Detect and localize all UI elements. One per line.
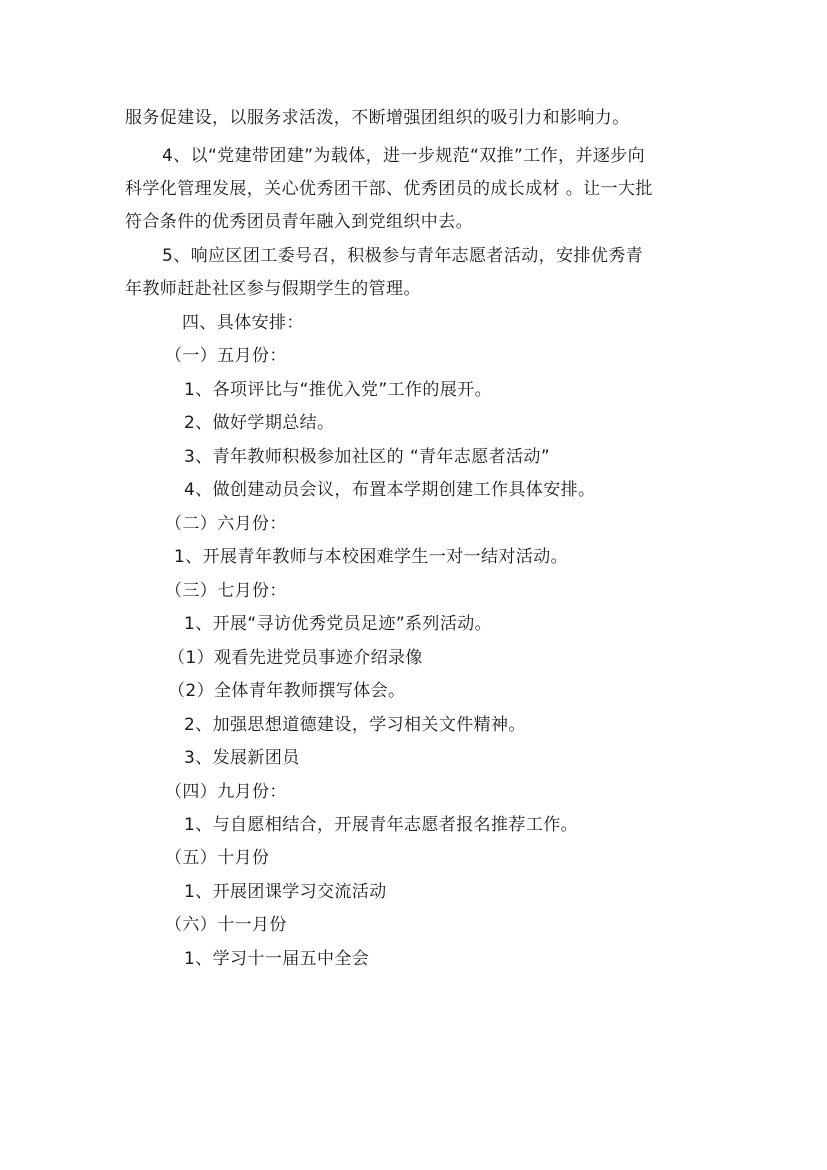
schedule-month-heading: （二）六月份：	[165, 514, 287, 534]
schedule-item: 1、开展团课学习交流活动	[184, 882, 387, 902]
schedule-subitem: （2）全体青年教师撰写体会。	[168, 681, 406, 701]
schedule-month-heading: （五）十月份	[165, 848, 270, 868]
schedule-month-heading: （三）七月份：	[165, 581, 287, 601]
schedule-month-heading: （四）九月份：	[165, 782, 287, 802]
paragraph-line: 科学化管理发展，关心优秀团干部、优秀团员的成长成材 。让一大批	[125, 179, 653, 199]
schedule-item: 1、各项评比与“推优入党”工作的展开。	[184, 380, 493, 400]
paragraph-line: 符合条件的优秀团员青年融入到党组织中去。	[125, 212, 473, 232]
schedule-item: 1、与自愿相结合，开展青年志愿者报名推荐工作。	[184, 815, 579, 835]
schedule-subitem: （1）观看先进党员事迹介绍录像	[168, 648, 423, 668]
paragraph-line: 4、以“党建带团建”为载体，进一步规范“双推”工作，并逐步向	[162, 146, 646, 166]
schedule-item: 1、学习十一届五中全会	[184, 949, 370, 969]
schedule-month-heading: （一）五月份：	[165, 346, 287, 366]
paragraph-line: 5、响应区团工委号召，积极参与青年志愿者活动，安排优秀青	[162, 246, 644, 266]
schedule-item: 3、青年教师积极参加社区的 “青年志愿者活动”	[184, 447, 551, 467]
section-heading: 四、具体安排：	[182, 313, 304, 333]
schedule-item: 2、做好学期总结。	[184, 413, 335, 433]
schedule-item: 4、做创建动员会议，布置本学期创建工作具体安排。	[184, 480, 596, 500]
schedule-item: 2、加强思想道德建设，学习相关文件精神。	[184, 715, 526, 735]
schedule-item: 1、开展“寻访优秀党员足迹”系列活动。	[184, 614, 493, 634]
paragraph-line: 服务促建设，以服务求活泼，不断增强团组织的吸引力和影响力。	[125, 108, 630, 128]
schedule-item: 1、开展青年教师与本校困难学生一对一结对活动。	[174, 547, 569, 567]
paragraph-line: 年教师赶赴社区参与假期学生的管理。	[125, 279, 421, 299]
schedule-month-heading: （六）十一月份	[165, 915, 287, 935]
schedule-item: 3、发展新团员	[184, 748, 300, 768]
